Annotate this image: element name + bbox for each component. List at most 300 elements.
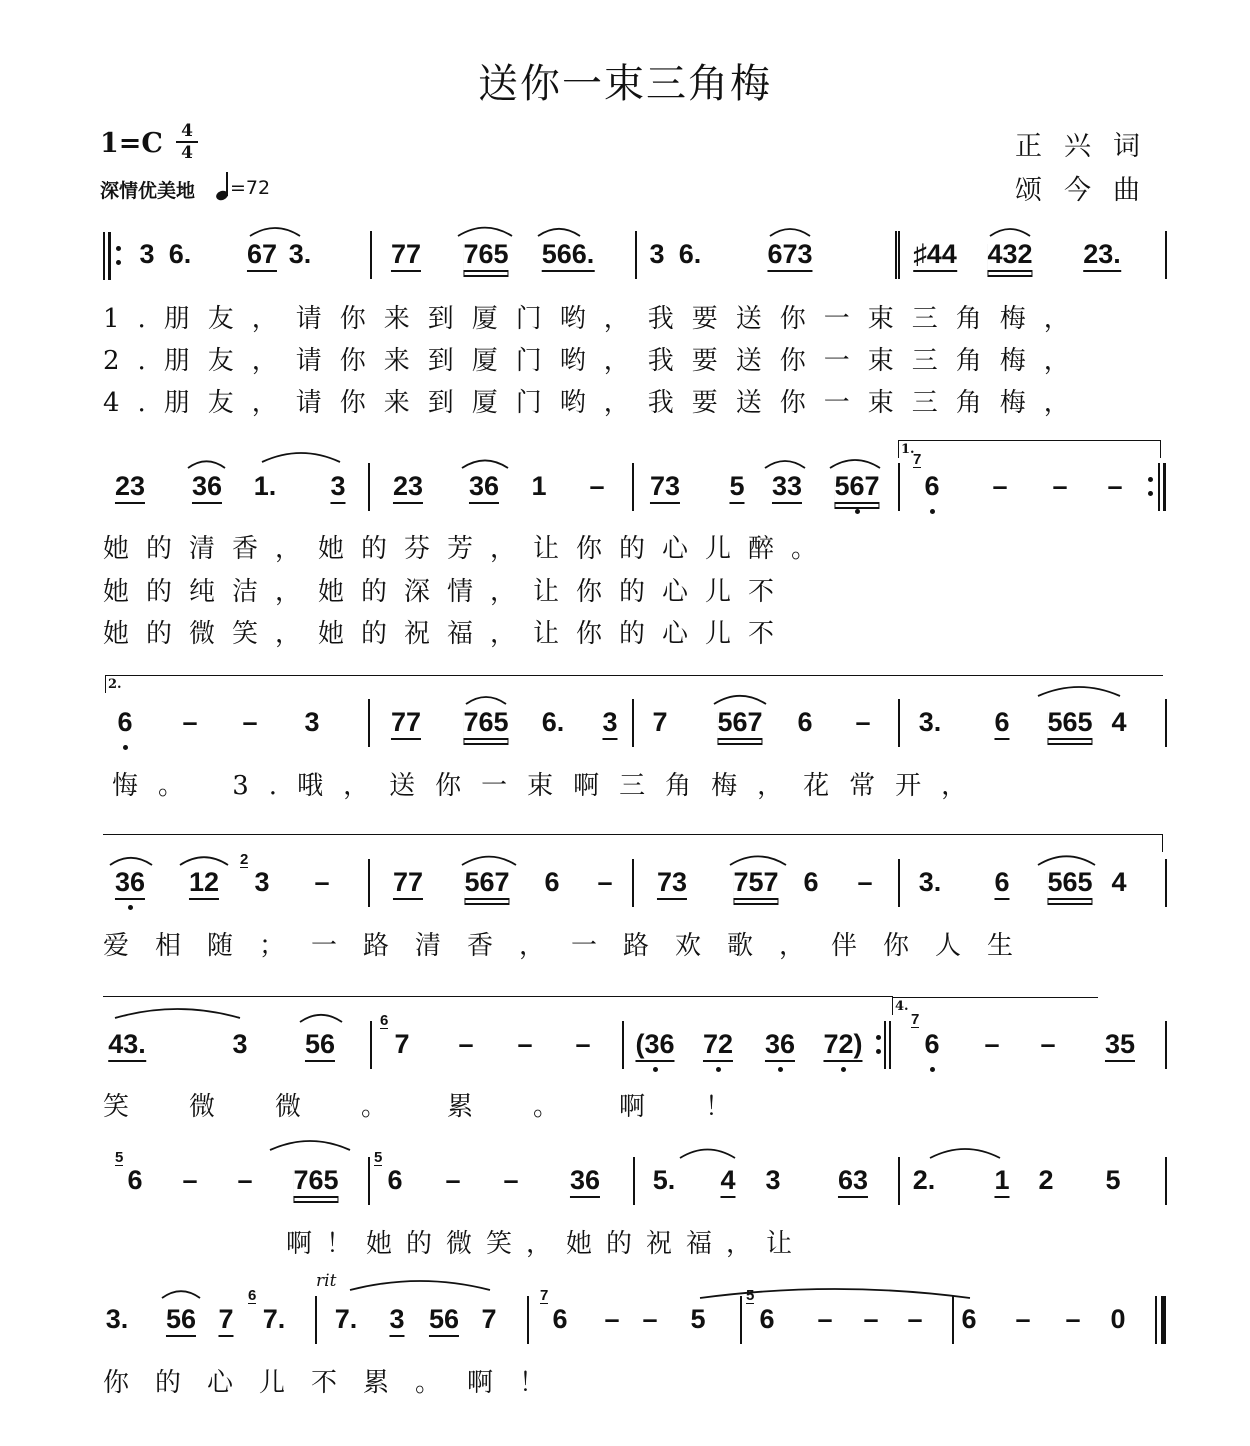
jianpu-note [717,707,762,740]
jianpu-note [575,1029,590,1059]
song-title: 送你一束三角梅 [478,61,772,107]
slur [930,1149,1000,1158]
note-text: 5 [690,1304,706,1334]
jianpu-note [542,239,595,272]
lyricist-credit: 正兴词 [1015,131,1162,162]
note-text: – [1107,471,1123,501]
jianpu-note [305,1029,335,1062]
note-text: 3 [139,239,155,269]
phrase-line [103,996,893,997]
grace-note [248,1288,256,1304]
slur [538,229,580,236]
jianpu-note [1107,471,1122,501]
note-text: 6 [797,707,813,737]
note-text: 1 [531,471,547,501]
quarter-note-icon [216,172,230,200]
jianpu-note [924,471,939,501]
jianpu-note [653,1165,676,1195]
jianpu-note [690,1304,705,1334]
expression-mark: 深情优美地 [100,180,196,202]
repeat-dot [116,260,121,265]
barline [1165,699,1167,747]
jianpu-note [919,707,942,737]
barline [108,232,111,280]
time-signature [176,122,198,162]
jianpu-note [387,1165,402,1195]
note-text: 565 [1047,707,1092,740]
phrase-tick [1162,834,1163,852]
tempo-value: =72 [230,177,271,199]
grace-note-text: 6 [380,1012,389,1029]
slur [830,460,880,468]
jianpu-note [1083,239,1121,272]
barline [1165,1021,1167,1069]
note-text: 6 [127,1165,143,1195]
note-text: 3. [288,239,312,269]
jianpu-note [106,1304,129,1334]
barline [898,859,900,907]
jianpu-note [393,471,423,504]
jianpu-note [703,1029,733,1062]
jianpu-note [189,867,219,900]
grace-note-text: 2 [240,851,249,868]
barline [740,1296,742,1344]
jianpu-note [570,1165,600,1198]
barline [368,859,370,907]
note-text: 4 [720,1165,735,1198]
slur [466,697,506,704]
volta-tick [105,675,106,693]
note-text: – [984,1029,1000,1059]
note-text: – [182,707,198,737]
note-text: 35 [1105,1029,1135,1062]
low-octave-dot [123,745,128,750]
grace-note [911,1012,919,1028]
note-text: 765 [463,707,508,740]
lyric-line: 1.朋友，请你来到厦门哟，我要送你一束三角梅， [103,304,1088,334]
volta-number: 2. [108,677,122,692]
lyric-line: 她的清香，她的芬芳，让你的心儿醉。 [103,534,835,564]
barline [898,463,900,511]
jianpu-note [542,707,565,737]
note-text: 3 [254,867,270,897]
note-text: 6 [924,471,940,501]
note-text: – [992,471,1008,501]
slur [462,460,508,468]
slur [680,1150,735,1159]
jianpu-note [657,867,687,900]
barline [368,1157,370,1205]
jianpu-note [589,471,604,501]
note-text: 56 [166,1304,196,1337]
note-text: 6 [544,867,560,897]
note-text: – [855,707,871,737]
jianpu-note [1047,867,1092,900]
note-text: 765 [293,1165,338,1198]
ritardando-mark: rit [316,1271,337,1291]
note-text: 36 [570,1165,600,1198]
low-octave-dot [653,1067,658,1072]
note-text: 36 [469,471,499,504]
note-text: 6 [387,1165,403,1195]
note-text: 6 [994,867,1009,900]
jianpu-note [192,471,222,504]
barline [633,1157,635,1205]
grace-note-text: 7 [913,451,922,468]
jianpu-note [913,1165,936,1195]
barline [368,463,370,511]
note-text: 3 [649,239,665,269]
note-text: ♯44 [913,239,957,272]
jianpu-note [817,1304,832,1334]
note-text: 7. [262,1304,286,1334]
note-text: 6 [759,1304,775,1334]
slur [714,696,766,704]
barline [898,699,900,747]
note-text: 3. [105,1304,129,1334]
lyric-line: 笑微微。累。啊！ [103,1092,792,1122]
volta-number: 1. [901,442,915,457]
slur [765,461,805,468]
note-text: 565 [1047,867,1092,900]
jianpu-note [108,1029,146,1062]
jianpu-note [389,1304,404,1337]
note-text: 6 [552,1304,568,1334]
barline [622,1021,624,1069]
jianpu-note [759,1304,774,1334]
repeat-dot [1148,477,1153,482]
jianpu-note [314,867,329,897]
low-octave-dot [855,509,860,514]
jianpu-note [544,867,559,897]
note-text: 2 [1038,1165,1054,1195]
grace-note-text: 6 [248,1287,257,1304]
slur [262,453,340,462]
note-text: 72) [823,1029,862,1062]
note-text: 77 [391,239,421,272]
jianpu-note [139,239,154,269]
barline [1165,1157,1167,1205]
note-text: 36 [115,867,145,900]
slur [730,856,786,865]
barline [1165,231,1167,279]
note-text: 12 [189,867,219,900]
jianpu-note [115,867,145,900]
jianpu-note [1105,1165,1120,1195]
barline [889,1021,891,1069]
barline [632,463,634,511]
jianpu-note [127,1165,142,1195]
note-text: – [445,1165,461,1195]
note-text: 7 [481,1304,497,1334]
barline [895,231,897,279]
jianpu-note [115,471,145,504]
jianpu-note [650,471,680,504]
repeat-dot [876,1049,881,1054]
note-text: 3. [918,867,942,897]
time-signature-top: 4 [181,121,193,141]
jianpu-note [838,1165,868,1198]
jianpu-note [652,707,667,737]
barline [527,1296,529,1344]
jianpu-note [1038,1165,1053,1195]
note-text: – [314,867,330,897]
jianpu-note [961,1304,976,1334]
note-text: – [642,1304,658,1334]
barline [1163,463,1166,511]
note-text: 6. [168,239,192,269]
note-text: – [458,1029,474,1059]
barline [370,1021,372,1069]
jianpu-note [803,867,818,897]
note-text: – [863,1304,879,1334]
low-octave-dot [128,905,133,910]
barline [632,699,634,747]
slur [162,1291,200,1298]
barline [315,1296,317,1344]
slur [300,1015,342,1022]
note-text: – [182,1165,198,1195]
slur [110,858,152,865]
slur [188,461,225,468]
lyric-line: 2.朋友，请你来到厦门哟，我要送你一束三角梅， [103,346,1088,376]
barline [1155,1296,1157,1344]
jianpu-note [635,1029,674,1062]
grace-note [540,1288,548,1304]
jianpu-note [218,1304,233,1337]
barline [952,1296,954,1344]
volta-bracket [105,675,1163,676]
jianpu-note [797,707,812,737]
jianpu-note [117,707,132,737]
note-text: 77 [393,867,423,900]
low-octave-dot [716,1067,721,1072]
low-octave-dot [841,1067,846,1072]
barline [1161,1296,1166,1344]
lyric-line: 悔。 3.哦，送你一束啊三角梅，花常开， [112,771,988,801]
jianpu-note [232,1029,247,1059]
barline [632,859,634,907]
time-signature-bottom: 4 [181,143,193,163]
note-text: – [817,1304,833,1334]
jianpu-note [242,707,257,737]
grace-note [374,1150,382,1166]
jianpu-note [394,1029,409,1059]
note-text: – [1015,1304,1031,1334]
repeat-dot [116,246,121,251]
note-text: – [907,1304,923,1334]
jianpu-note [1052,471,1067,501]
slur [115,1009,240,1018]
note-text: 73 [657,867,687,900]
jianpu-note [679,239,702,269]
jianpu-note [330,471,345,504]
jianpu-note [469,471,499,504]
slur [458,228,512,236]
tempo-mark [216,172,270,200]
key-signature: 1=C [100,128,163,159]
note-text: 3. [918,707,942,737]
volta-number: 4. [895,999,909,1014]
note-text: 3 [304,707,320,737]
note-text: 673 [767,239,812,272]
jianpu-note [182,707,197,737]
note-text: 6 [994,707,1009,740]
note-text: 567 [834,471,879,504]
jianpu-note [919,867,942,897]
jianpu-note [531,471,546,501]
jianpu-note [765,1029,795,1062]
note-text: – [517,1029,533,1059]
note-text: – [1052,471,1068,501]
note-text: 757 [733,867,778,900]
note-text: – [1065,1304,1081,1334]
jianpu-note [855,707,870,737]
jianpu-note [994,707,1009,740]
slur [462,857,516,865]
jianpu-note [987,239,1032,272]
composer-credit: 颂今曲 [1015,175,1162,206]
note-text: 3 [232,1029,248,1059]
note-text: 6 [117,707,133,737]
jianpu-note [391,239,421,272]
barline [635,231,637,279]
jianpu-note [1111,867,1126,897]
barline [884,1021,886,1069]
jianpu-note [458,1029,473,1059]
jianpu-note [429,1304,459,1337]
jianpu-note [772,471,802,504]
note-text: 73 [650,471,680,504]
grace-note [115,1150,123,1166]
jianpu-note [393,867,423,900]
jianpu-note [481,1304,496,1334]
slur [1038,856,1095,865]
jianpu-note [169,239,192,269]
note-text: 23 [393,471,423,504]
note-text: 56 [429,1304,459,1337]
jianpu-note [994,1165,1009,1198]
slur [350,1281,490,1290]
note-text: 7 [652,707,668,737]
barline [898,231,900,279]
jianpu-note [391,707,421,740]
jianpu-note [517,1029,532,1059]
jianpu-note [1110,1304,1125,1334]
jianpu-note [445,1165,460,1195]
jianpu-note [166,1304,196,1337]
jianpu-note [552,1304,567,1334]
note-text: 43. [108,1029,146,1062]
lyric-line: 爱相随；一路清香，一路欢歌，伴你人生 [103,931,1040,961]
jianpu-note [237,1165,252,1195]
lyric-line: 她的纯洁，她的深情，让你的心儿不 [103,577,792,607]
grace-note-text: 5 [115,1149,124,1166]
grace-note-text: 7 [540,1287,549,1304]
note-text: 4 [1111,867,1127,897]
slur [1038,687,1120,696]
barline [368,699,370,747]
jianpu-note [834,471,879,504]
note-text: 77 [391,707,421,740]
note-text: 567 [464,867,509,900]
barline [103,232,105,280]
jianpu-note [1065,1304,1080,1334]
jianpu-note [254,867,269,897]
jianpu-note [1015,1304,1030,1334]
note-text: – [242,707,258,737]
jianpu-note [924,1029,939,1059]
note-text: 6. [541,707,565,737]
jianpu-note [604,1304,619,1334]
jianpu-note [649,239,664,269]
volta-bracket [892,997,1098,998]
jianpu-note [304,707,319,737]
note-text: – [237,1165,253,1195]
slur [180,857,228,865]
barline [1165,859,1167,907]
note-text: 23. [1083,239,1121,272]
note-text: – [604,1304,620,1334]
slur [250,228,300,236]
note-text: – [597,867,613,897]
jianpu-note [1111,707,1126,737]
grace-note [240,852,248,868]
grace-note-text: 7 [911,1011,920,1028]
note-text: 7 [394,1029,410,1059]
jianpu-note [1105,1029,1135,1062]
note-text: 566. [542,239,595,272]
lyric-line: 啊！她的微笑，她的祝福，让 [286,1229,807,1259]
jianpu-note [247,239,277,272]
jianpu-note [823,1029,862,1062]
note-text: 3 [765,1165,781,1195]
jianpu-note [335,1304,358,1334]
note-text: 432 [987,239,1032,272]
jianpu-note [263,1304,286,1334]
jianpu-note [913,239,957,272]
low-octave-dot [778,1067,783,1072]
note-text: 3 [602,707,617,740]
note-text: 6 [961,1304,977,1334]
jianpu-note [992,471,1007,501]
note-text: 567 [717,707,762,740]
jianpu-note [984,1029,999,1059]
jianpu-note [767,239,812,272]
lyric-line: 4.朋友，请你来到厦门哟，我要送你一束三角梅， [103,388,1088,418]
note-text: 67 [247,239,277,272]
jianpu-note [293,1165,338,1198]
note-text: 7 [218,1304,233,1337]
slur [990,229,1030,236]
repeat-dot [1148,491,1153,496]
volta-bracket [898,440,1160,441]
grace-note [913,452,921,468]
jianpu-note [182,1165,197,1195]
jianpu-note [642,1304,657,1334]
phrase-line [103,834,1163,835]
note-text: 7. [334,1304,358,1334]
note-text: 3 [330,471,345,504]
jianpu-note [907,1304,922,1334]
jianpu-note [254,471,277,501]
jianpu-note [464,867,509,900]
note-text: 765 [463,239,508,272]
note-text: 1 [994,1165,1009,1198]
grace-note-text: 5 [746,1287,755,1304]
note-text: 2. [912,1165,936,1195]
grace-note [380,1013,388,1029]
